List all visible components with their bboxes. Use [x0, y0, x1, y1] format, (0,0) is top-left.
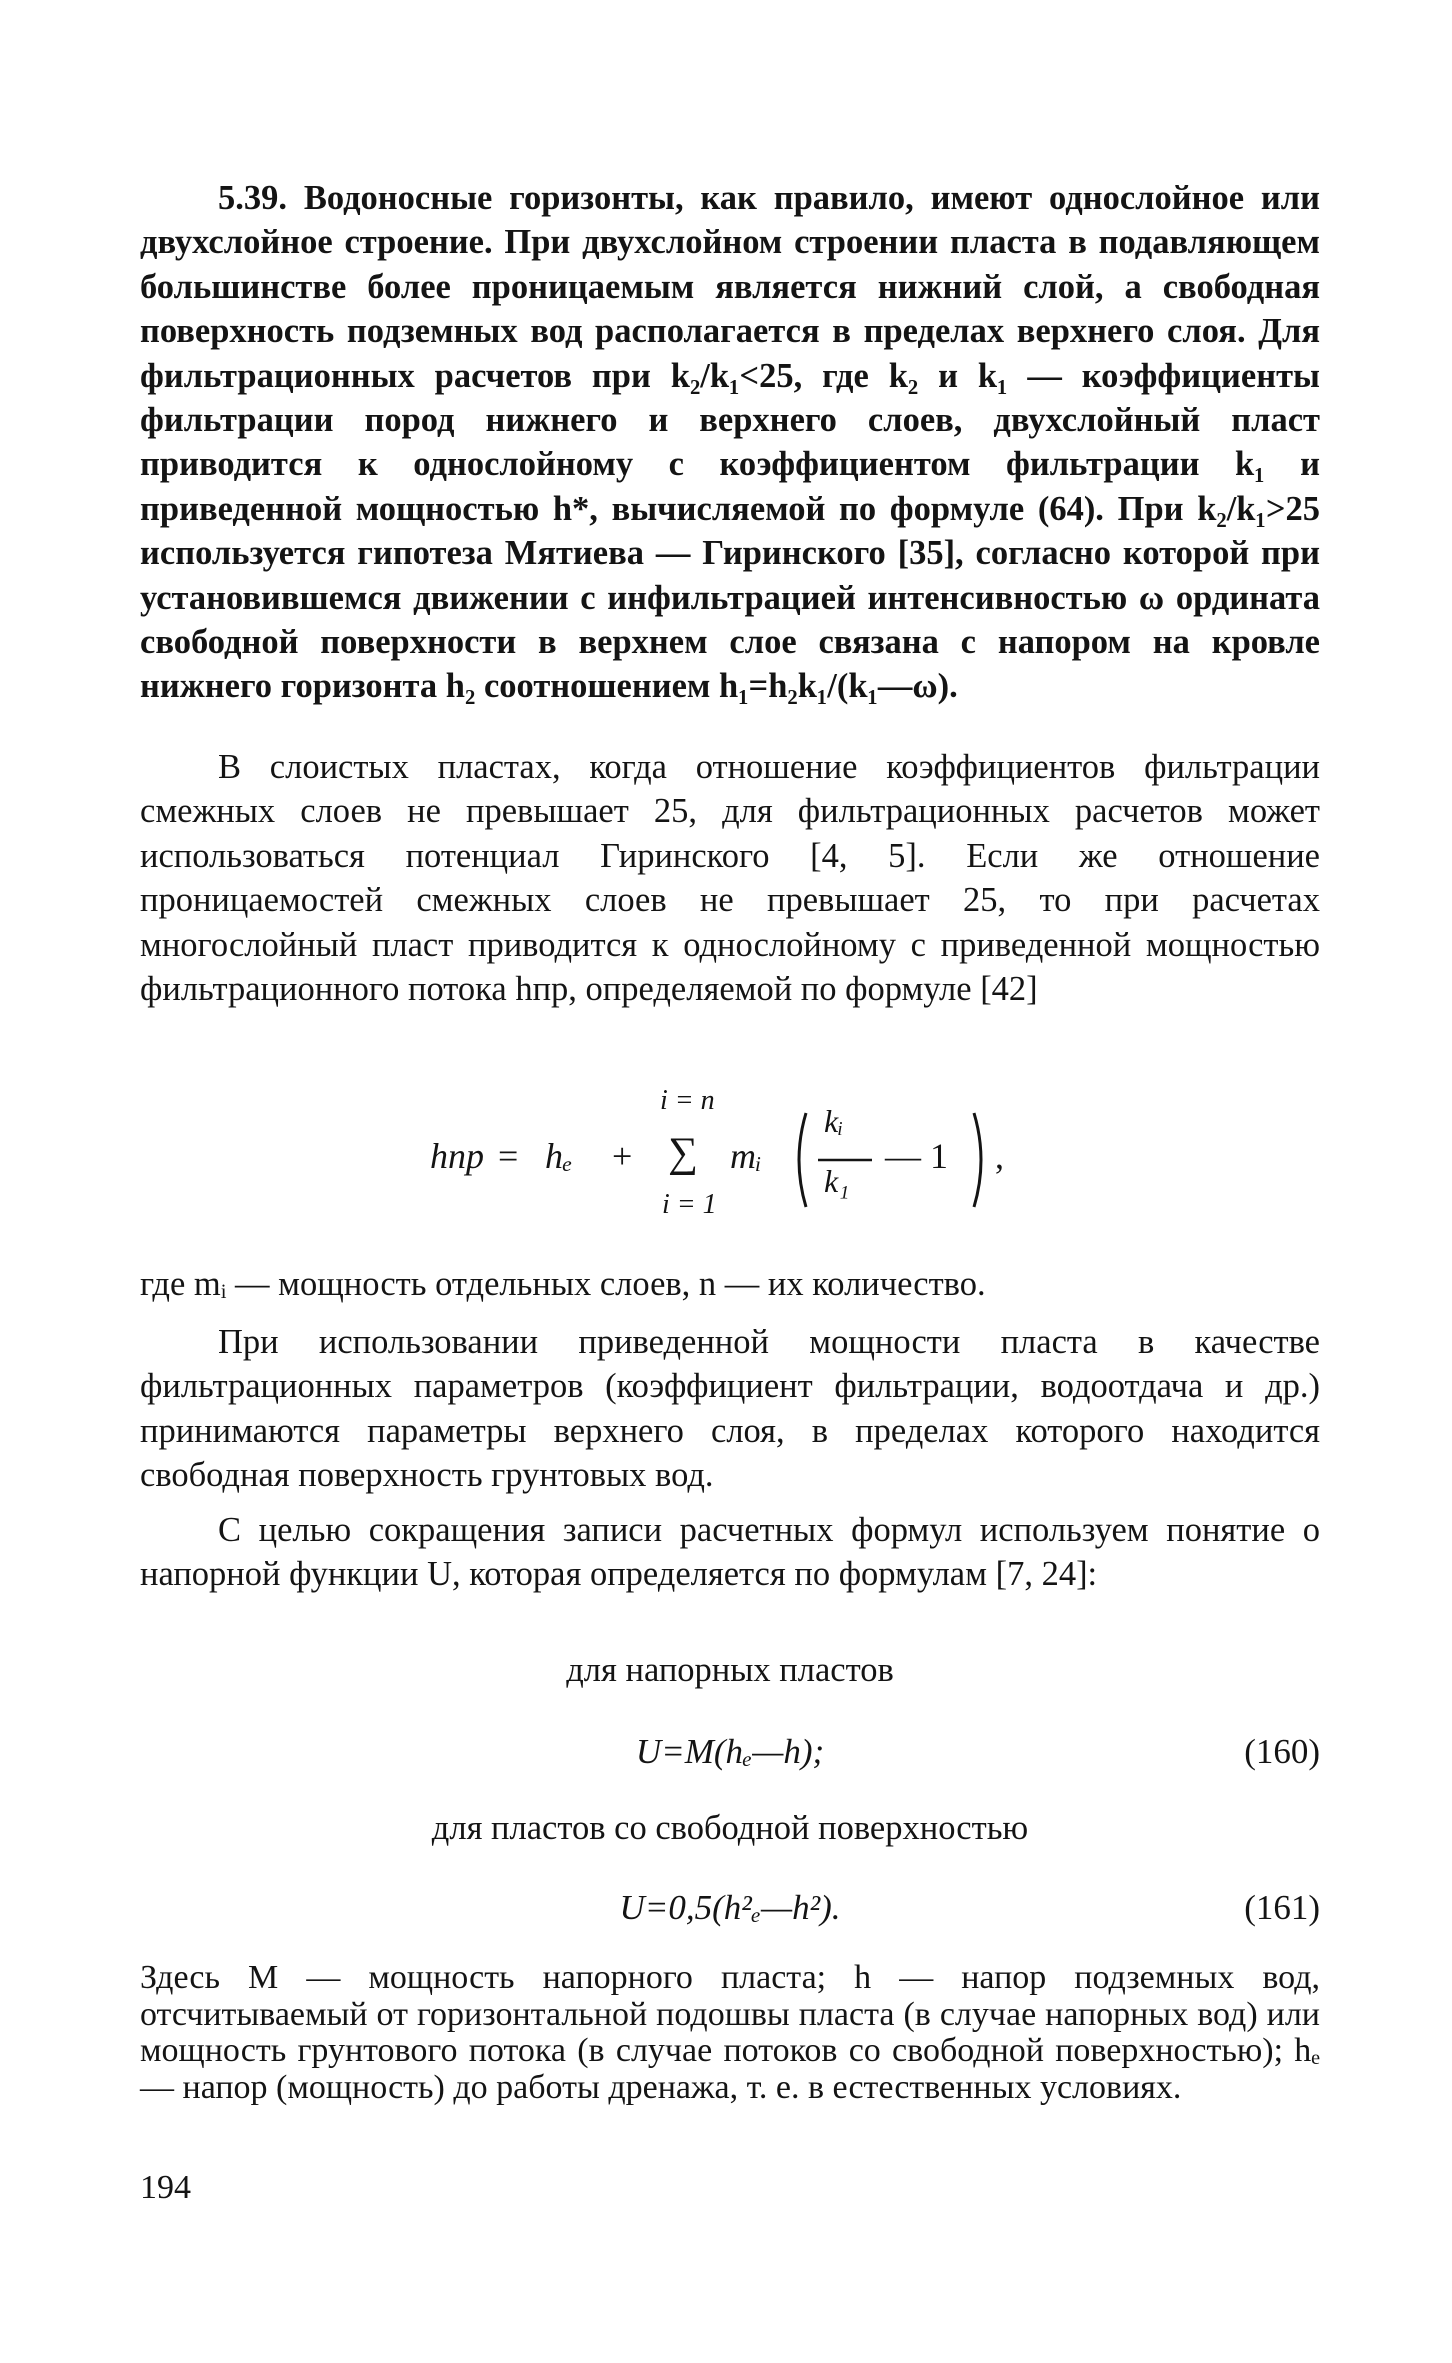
paragraph-where-mi: где mᵢ — мощность отдельных слоев, n — их количество. [140, 1265, 986, 1303]
formula-lower-limit: i = 1 [662, 1189, 717, 1220]
paragraph-layered-strata: В слоистых пластах, когда отношение коэффициентов фильтрации смежных слоев не превышает 25, для фильтрационных расчетов может использоваться потенциал Гиринского [4, 5]. Если же отношение проницаемостей смежных слоев не превышает 25, то при расчетах многослойный пласт приводится к однослойному с приведенной мощностью фильтрационного потока hпр, определяемой по формуле [42] [140, 748, 1320, 1009]
equation-161-number: (161) [1244, 1888, 1320, 1927]
paragraph-pressure-function: С целью сокращения записи расчетных формул используем понятие о напорной функции U, которая определяется по формулам [7, 24]: [140, 1511, 1320, 1594]
formula-reduced-thickness [0, 1085, 1452, 1230]
equation-161-body: U=0,5(h²ₑ—h²). [619, 1888, 841, 1927]
formula-comma: , [995, 1136, 1004, 1176]
formula-minus-one: — 1 [885, 1136, 948, 1176]
caption-confined-aquifers: для напорных пластов [566, 1651, 894, 1689]
paragraph-5-39: 5.39. Водоносные горизонты, как правило, имеют однослойное или двухслойное строение. При двухслойном строении пласта в подавляющем большинстве более проницаемым является нижний слой, а свободная поверхность подземных вод располагается в пределах верхнего слоя. Для фильтрационных расчетов при k₂/k₁<25, где k₂ и k₁ — коэффициенты фильтрации пород нижнего и верхнего слоев, двухслойный пласт приводится к однослойному с коэффициентом фильтрации k₁ и приведенной мощностью h*, вычисляемой по формуле (64). При k₂/k₁>25 используется гипотеза Мятиева — Гиринского [35], согласно которой при установившемся движении с инфильтрацией интенсивностью ω ордината свободной поверхности в верхнем слое связана с напором на кровле нижнего горизонта h₂ соотношением h₁=h₂k₁/(k₁—ω). [140, 179, 1320, 706]
formula-fraction-denominator: k₁ [824, 1163, 850, 1199]
page-number: 194 [140, 2169, 191, 2206]
formula-fraction-numerator: kᵢ [824, 1103, 844, 1139]
paragraph-reduced-thickness-usage: При использовании приведенной мощности пласта в качестве фильтрационных параметров (коэффициент фильтрации, водоотдача и др.) принимаются параметры верхнего слоя, в пределах которого находится свободная поверхность грунтовых вод. [140, 1323, 1320, 1495]
formula-sigma: ∑ [668, 1130, 698, 1176]
formula-equals: = [498, 1136, 519, 1176]
caption-free-surface: для пластов со свободной поверхностью [431, 1809, 1029, 1847]
formula-lhs: hпр [430, 1136, 484, 1176]
equation-160-number: (160) [1244, 1732, 1320, 1771]
paragraph-definitions: Здесь M — мощность напорного пласта; h — напор подземных вод, отсчитываемый от горизонтальной подошвы пласта (в случае напорных вод) или мощность грунтового потока (в случае потоков со свободной поверхностью); hₑ — напор (мощность) до работы дренажа, т. е. в естественных условиях. [140, 1959, 1320, 2106]
formula-upper-limit: i = n [660, 1085, 715, 1116]
formula-mi: mᵢ [730, 1136, 762, 1176]
formula-plus: + [612, 1136, 633, 1176]
formula-he: hₑ [545, 1136, 573, 1176]
equation-160-body: U=M(hₑ—h); [635, 1732, 825, 1771]
